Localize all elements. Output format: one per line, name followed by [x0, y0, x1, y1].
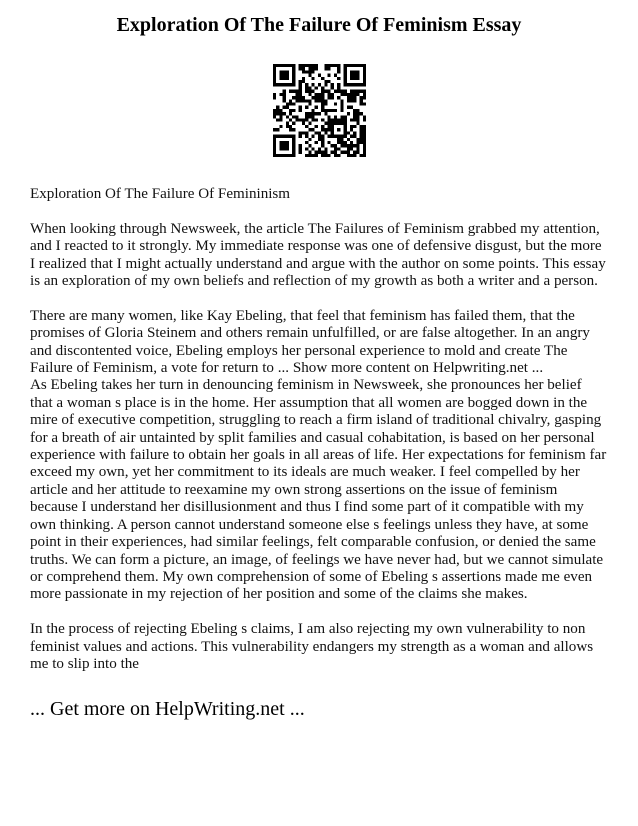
paragraph-3: As Ebeling takes her turn in denouncing feminism in Newsweek, she pronounces her belief that a woman s place is in the home. Her assumption that all women are bogged down in the mire of executive competition, struggling to reach a firm island of traditional chivalry, gasping for a breath of air untainted by split families and casual cohabitation, is based on her personal experience with failure to obtain her goals in all areas of life. Her expectations for feminism far exceed my own, yet her commitment to its ideals are much weaker. I feel compelled by her article and her attitude to reexamine my own strong assertions on the issue of feminism because I understand her disillusionment and thus I find some part of it compatible with my own thinking. A person cannot understand someone else s feelings unless they have, at some point in their experiences, had similar feelings, felt comparable confusion, or denied the same truths. We can form a picture, an image, of feelings we have never had, but we cannot simulate or comprehend them. My own comprehension of some of Ebeling s assertions made me even more passionate in my rejection of her position and some of the claims she makes.: [30, 377, 607, 603]
qr-code-icon: [273, 64, 366, 157]
paragraph-4: In the process of rejecting Ebeling s claims, I am also rejecting my own vulnerability to non feminist values and actions. This vulnerability endangers my strength as a woman and allows me to slip into the: [30, 621, 594, 672]
paragraph-1: When looking through Newsweek, the article The Failures of Feminism grabbed my attention, and I reacted to it strongly. My immediate response was one of defensive disgust, but the more I realized that I might actually understand and argue with the author on some points. This essay is an exploration of my own beliefs and reflection of my growth as both a writer and a person.: [30, 220, 606, 290]
more-link[interactable]: ... Get more on HelpWriting.net ...: [30, 698, 305, 721]
document-title: Exploration Of The Failure Of Feminism Essay: [116, 14, 522, 36]
document-body: [30, 186, 608, 673]
paragraph-2: There are many women, like Kay Ebeling, that feel that feminism has failed them, that the promises of Gloria Steinem and others remain unfulfilled, or are false altogether. In an angry and discontented voice, Ebeling employs her personal experience to mold and create The Failure of Feminism, a vote for return to ... Show more content on Helpwriting.net ...: [30, 307, 590, 377]
document-subtitle: Exploration Of The Failure Of Femininism: [30, 186, 291, 202]
qr-code: [30, 64, 608, 160]
